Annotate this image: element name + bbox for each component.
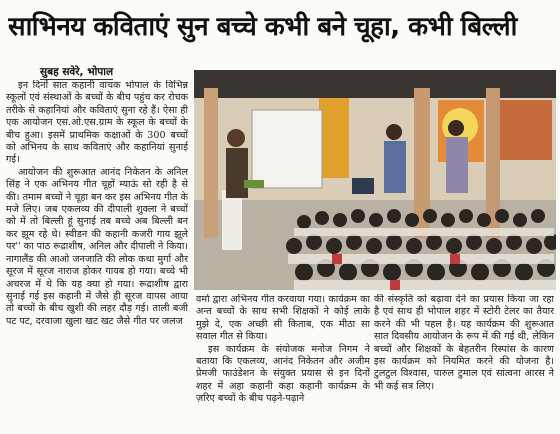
byline: सुबह सवेरे, भोपाल (40, 66, 114, 78)
article-column-right (374, 294, 554, 432)
headline: साभिनय कविताएं सुन बच्चे कभी बने चूहा, कभी बिल्ली (8, 12, 517, 42)
article-column-left (6, 80, 188, 432)
article-paragraph: इस कार्यक्रम के संयोजक मनोज निगम ने बताया कि एकलव्य, आनंद निकेतन और अजीम प्रेमजी फाउंडेशन के संयुक्त प्रयास से इन दिनों शहर में अहा कहानी कहा कहानी कार्यक्रम के ज़रिए बच्चों के बीच पढ़ने-पढ़ाने (196, 343, 370, 405)
article-column-middle (196, 294, 370, 432)
article-paragraph: की संस्कृति को बढ़ावा देने का प्रयास किया जा रहा है एवं साथ ही भोपाल शहर में स्टोरी टेलर का तैयार करने की भी पहल है। यह कार्यक्रम की शुरूआत सात दिवसीय आयोजन के रूप में की गई थी, लेकिन बच्चों और शिक्षकों के बेहतरीन रिस्पांस के कारण इस कार्यक्रम को नियमित करने की योजना है। टुलटुल विश्वास, पारुल टुमाल एवं सांत्वना आरस ने भी कई सत्र लिए। (374, 294, 554, 392)
article-paragraph: वर्मा द्वारा अभिनय गीत करवाया गया। कार्यक्रम का अन्त बच्चों के साथ सभी शिक्षकों ने कोई लाके मुझे दे, एक अच्छी सी किताब, एक मीठा सा सवाल गीत से किया। (196, 294, 370, 343)
news-photo (194, 70, 556, 290)
article-paragraph: इन दिनों सात कहानी वाचक भोपाल के विभिन्न स्कूलों एवं संस्थाओं के बच्चों के बीच पहुंच कर रोचक तरीके से कहानियां और कविताएं सुना रहे हैं। ऐसा ही एक आयोजन एस.ओ.एस.ग्राम के स्कूल के बच्चों के बीच हुआ। इसमें प्राथमिक कक्षाओं के 300 बच्चों को अभिनय के साथ कविताएं और कहानियां सुनाई गई। (6, 80, 188, 166)
article-paragraph: आयोजन की शुरूआत आनंद निकेतन के अनिल सिंह ने एक अभिनय गीत चूहों म्याऊं सो रही है से की। तमाम बच्चों ने चूहा बन कर इस अभिनय गीत के मजे लिए। जब एकलव्य की दीपाली शुक्ला ने बच्चों को में तो बिल्ली हूं सुनाई तब बच्चे अब बिल्ली बन कर झूम रहे थे। स्वीडन की कहानी कजरी गाय झूले पर'' का पाठ रूद्राशीष, अनिल और दीपाली ने किया। नागालैंड की आओ जनजाति की लोक कथा मुर्गा और सूरज में सूरज नाराज होकर गायब हो गया। बच्चे भी अचरज में थे कि यह क्या हो गया। रूद्राशीष द्वारा सुनाई गई इस कहानी में जैसे ही सूरज वापस आया तो बच्चों के बीच खुशी की लहर दौड़ गई। ताली बजी पट पट, दरवाजा खुला खट खट जैसे गीत पर जलज (6, 166, 188, 327)
